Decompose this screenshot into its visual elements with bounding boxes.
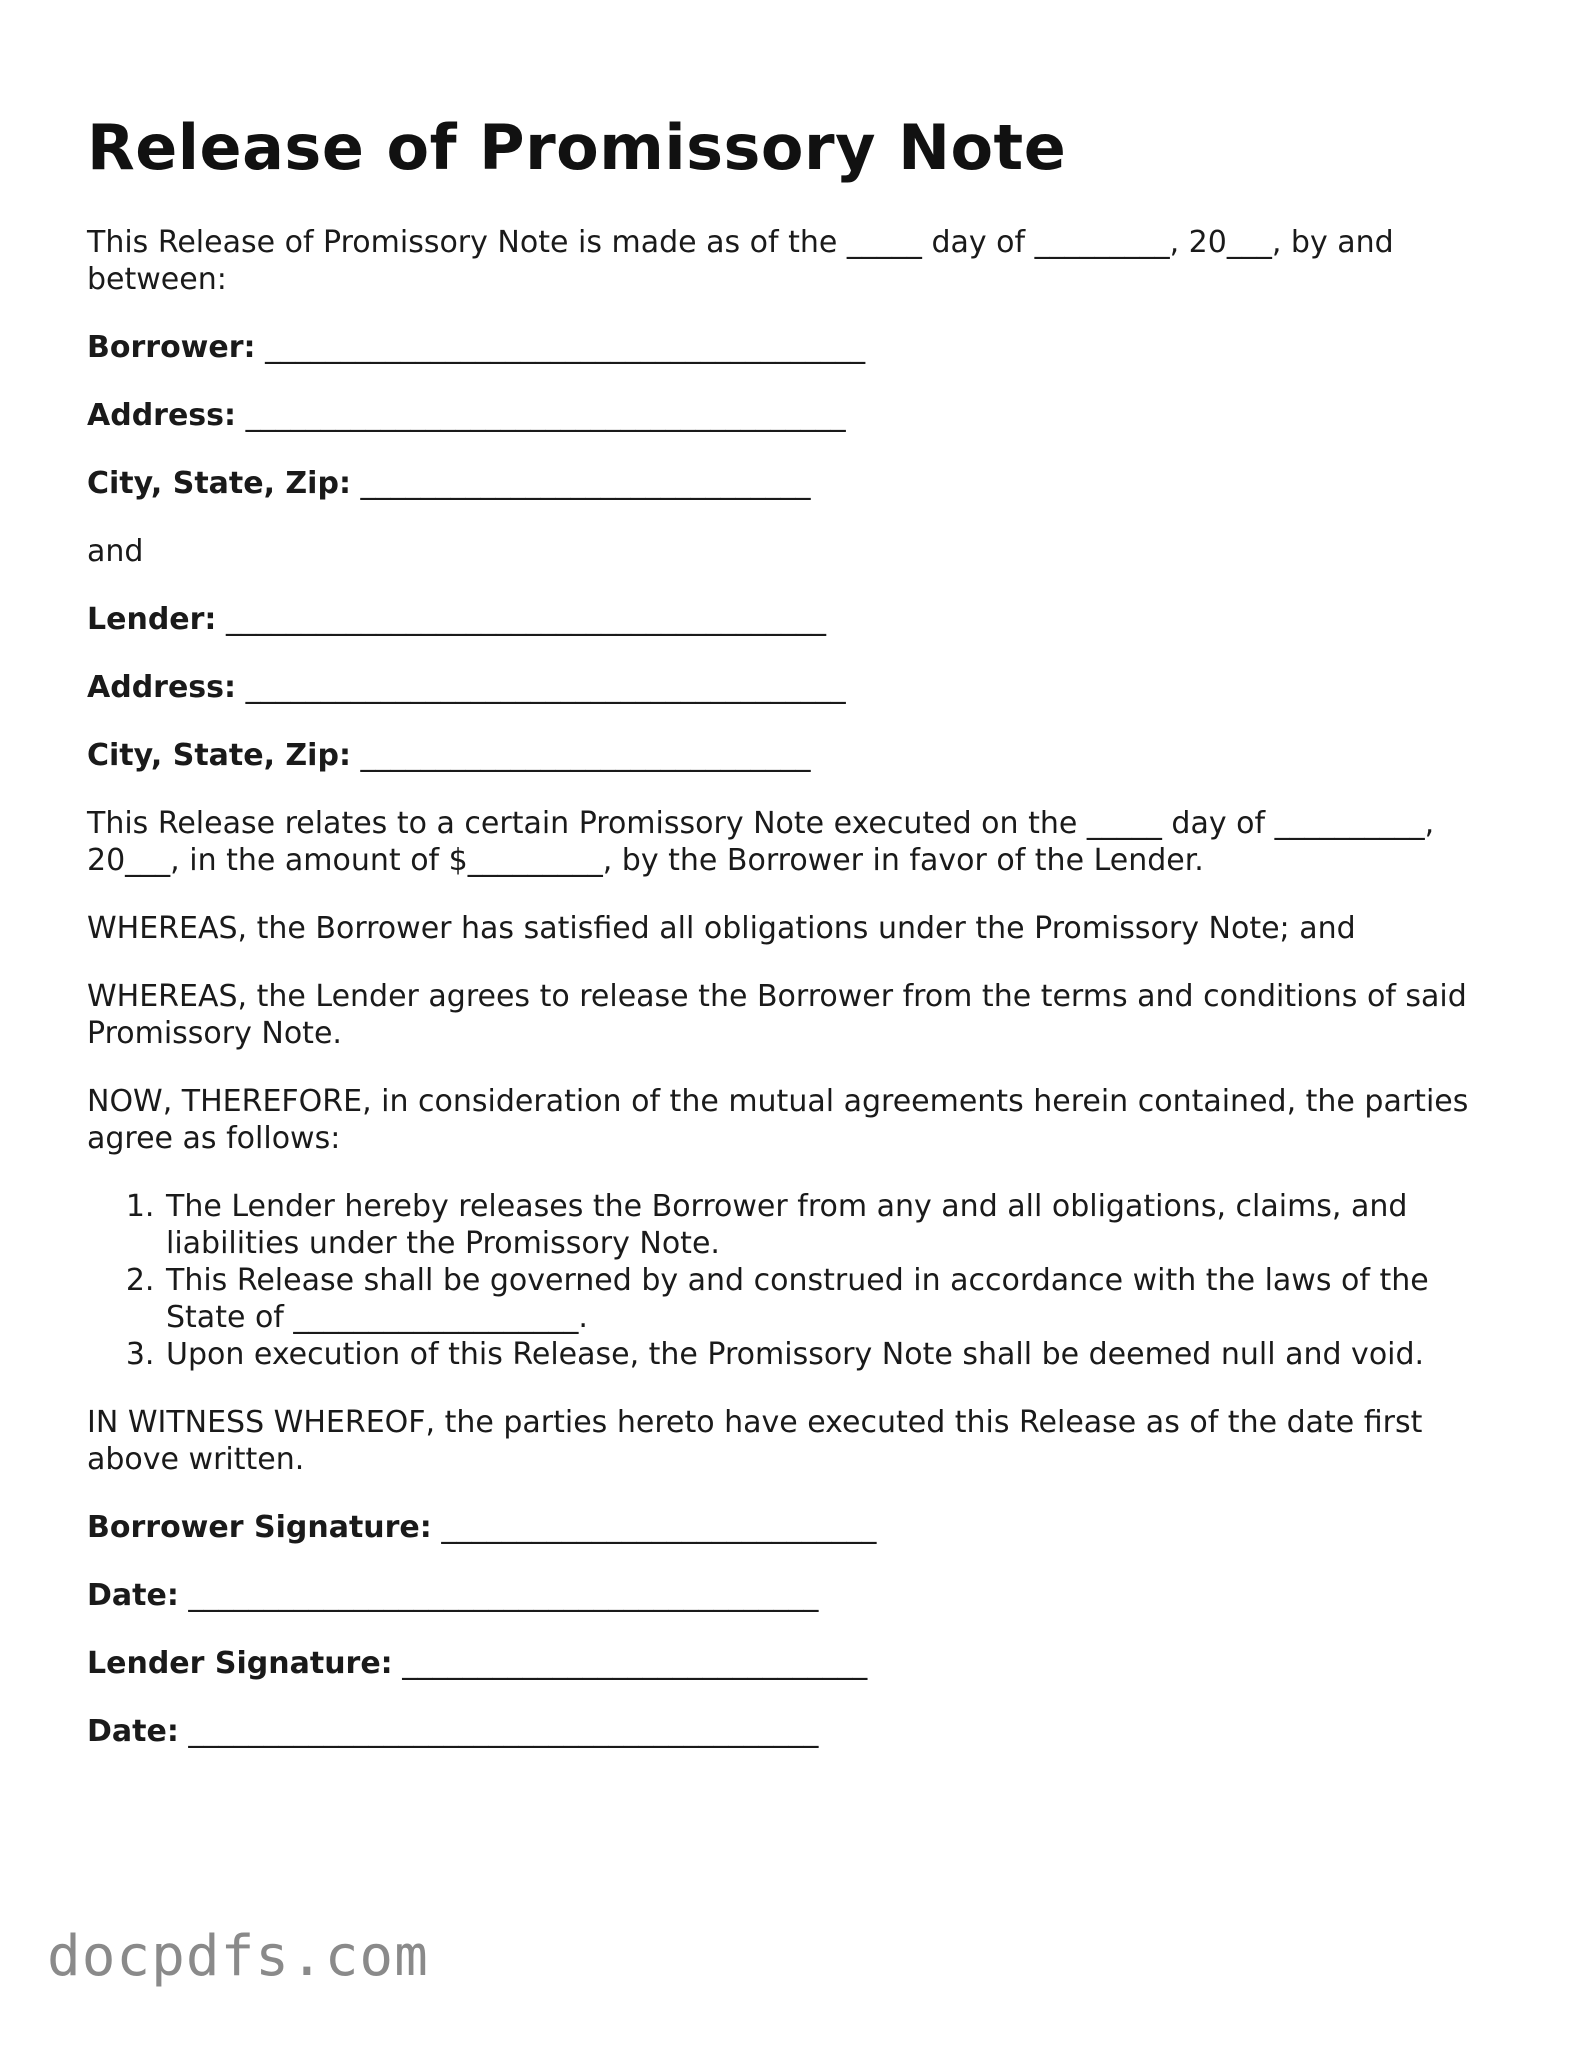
lender-city-blank: ______________________________ xyxy=(360,738,811,773)
lender-label: Lender: xyxy=(87,602,217,637)
witness-paragraph: IN WITNESS WHEREOF, the parties hereto have executed this Release as of the date first above written. xyxy=(87,1405,1423,1477)
lender-signature-field xyxy=(87,1645,1507,1682)
lender-address-label: Address: xyxy=(87,670,237,705)
borrower-date-label: Date: xyxy=(87,1578,179,1613)
list-item: 1. The Lender hereby releases the Borrower from any and all obligations, claims, and liabilities under the Promissory Note. xyxy=(164,1188,1507,1262)
lender-address-field xyxy=(87,669,1507,706)
lender-address-blank: ________________________________________ xyxy=(245,670,846,705)
borrower-address-label: Address: xyxy=(87,398,237,433)
now-therefore-paragraph: NOW, THEREFORE, in consideration of the mutual agreements herein contained, the parties agree as follows: xyxy=(87,1084,1469,1156)
lender-city-label: City, State, Zip: xyxy=(87,738,351,773)
intro-paragraph: This Release of Promissory Note is made as of the _____ day of _________, 20___, by and between: xyxy=(87,225,1394,297)
lender-signature-blank: _______________________________ xyxy=(402,1646,868,1681)
lender-blank: ________________________________________ xyxy=(225,602,826,637)
lender-date-field xyxy=(87,1713,1507,1750)
borrower-city-blank: ______________________________ xyxy=(360,466,811,501)
document-page xyxy=(87,108,1507,1781)
watermark-text: docpdfs.com xyxy=(47,1924,429,1989)
borrower-blank: ________________________________________ xyxy=(265,330,866,365)
relates-paragraph: This Release relates to a certain Promissory Note executed on the _____ day of __________, 20___, in the amount of $_________, by the Borrower in favor of the Lender. xyxy=(87,806,1435,878)
borrower-field xyxy=(87,329,1507,366)
terms-list xyxy=(87,1188,1507,1373)
lender-city-field xyxy=(87,737,1507,774)
document-title: Release of Promissory Note xyxy=(87,111,1067,184)
borrower-date-field xyxy=(87,1577,1507,1614)
borrower-label: Borrower: xyxy=(87,330,256,365)
list-item: 3. Upon execution of this Release, the Promissory Note shall be deemed null and void. xyxy=(164,1336,1507,1373)
borrower-address-blank: ________________________________________ xyxy=(245,398,846,433)
borrower-city-label: City, State, Zip: xyxy=(87,466,351,501)
lender-date-label: Date: xyxy=(87,1714,179,1749)
borrower-signature-blank: _____________________________ xyxy=(441,1510,877,1545)
whereas-paragraph-1: WHEREAS, the Borrower has satisfied all obligations under the Promissory Note; and xyxy=(87,911,1356,946)
whereas-paragraph-2: WHEREAS, the Lender agrees to release the Borrower from the terms and conditions of said Promissory Note. xyxy=(87,979,1467,1051)
borrower-date-blank: __________________________________________ xyxy=(188,1578,819,1613)
borrower-city-field xyxy=(87,465,1507,502)
lender-field xyxy=(87,601,1507,638)
list-item: 2. This Release shall be governed by and construed in accordance with the laws of the State of ___________________. xyxy=(164,1262,1507,1336)
lender-date-blank: __________________________________________ xyxy=(188,1714,819,1749)
borrower-signature-field xyxy=(87,1509,1507,1546)
lender-signature-label: Lender Signature: xyxy=(87,1646,393,1681)
and-text: and xyxy=(87,534,144,569)
borrower-signature-label: Borrower Signature: xyxy=(87,1510,432,1545)
borrower-address-field xyxy=(87,397,1507,434)
